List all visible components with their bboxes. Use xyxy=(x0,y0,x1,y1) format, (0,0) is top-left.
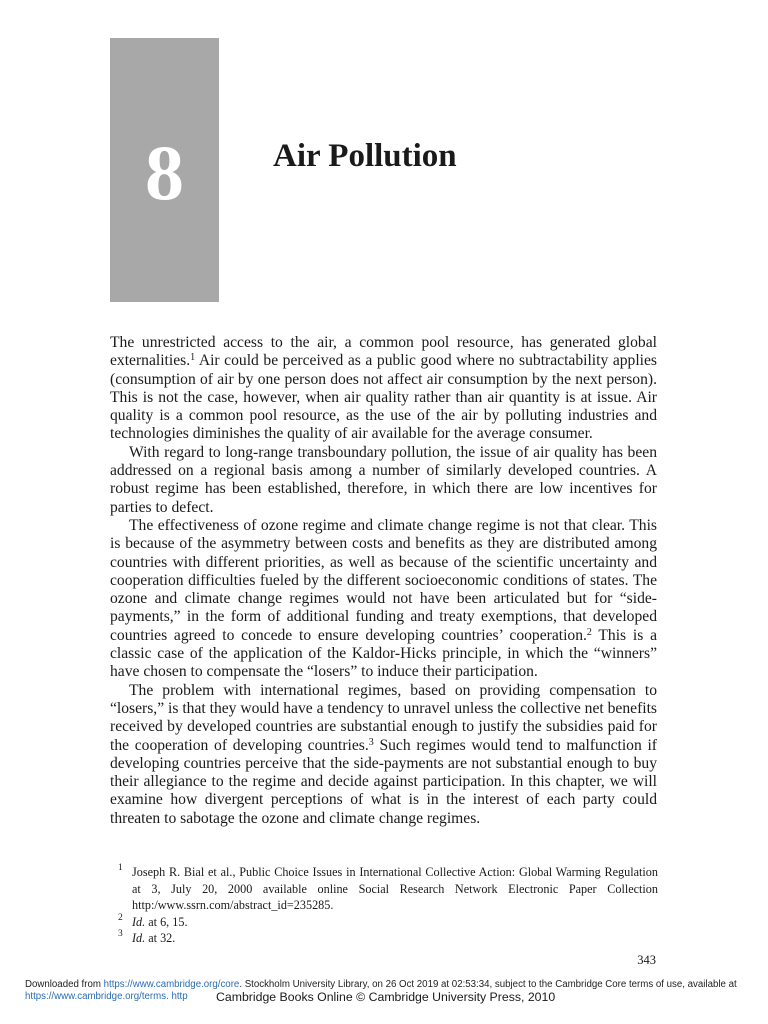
paragraph-text: The unrestricted access to the air, a common pool resource, has generated global externalities. xyxy=(110,334,657,370)
paragraph-1 xyxy=(110,334,657,444)
paragraph-3 xyxy=(110,517,657,682)
cambridge-core-link[interactable]: https://www.cambridge.org/core xyxy=(103,979,240,990)
footnote-number: 1 xyxy=(118,863,123,873)
paragraph-4 xyxy=(110,682,657,828)
footnote-ref[interactable]: 2 xyxy=(586,626,592,638)
paragraph-2: With regard to long-range transboundary pollution, the issue of air quality has been addressed on a regional basis among a number of similarly developed countries. A robust regime has been established, therefore, in which there are low incentives for parties to defect. xyxy=(110,443,657,516)
paragraph-text: The problem with international regimes, based on providing compensation to “losers,” is that they would have a tendency to unravel unless the collective net benefits received by developed countries are substantial enough to justify the subsidies paid for the cooperation of developing countries. xyxy=(110,681,657,754)
footnote xyxy=(118,864,658,914)
footnote-text: at 32. xyxy=(145,931,176,946)
footnote-ref[interactable]: 3 xyxy=(368,736,374,748)
footnotes xyxy=(118,864,658,947)
chapter-number-block xyxy=(110,38,219,302)
footnote-italic: Id. xyxy=(132,931,146,946)
footnote-number: 2 xyxy=(118,912,123,923)
copyright-notice: Cambridge Books Online © Cambridge University Press, 2010 xyxy=(216,990,556,1004)
footnote xyxy=(118,930,658,947)
paragraph-text: Air could be perceived as a public good where no subtractability applies (consumption of air by one person does not affect air consumption by the next person). This is not the case, however, when air quality rather than air quantity is at issue. Air quality is a common pool resource, as the use of the air by polluting industries and technologies diminishes the quality of air available for the average consumer. xyxy=(110,352,657,443)
page-number: 343 xyxy=(637,953,656,967)
download-note-text: . Stockholm University Library, on 26 Oct 2019 at 02:53:34, subject to the Cambridge Core terms of use, available at xyxy=(239,979,737,990)
footnote-italic: Id. xyxy=(132,914,146,929)
chapter-title: Air Pollution xyxy=(273,138,457,174)
footnote xyxy=(118,914,658,931)
footnote-number: 3 xyxy=(118,929,123,940)
download-note-text: Downloaded from xyxy=(25,979,104,990)
footnote-text: Joseph R. Bial et al., Public Choice Issues in International Collective Action: Global Warming Regulation at 3, July 20, 2000 available online Social Research Network Electronic Paper Collection http:/www.ssrn.com/abstract_id=235285. xyxy=(132,865,658,913)
paragraph-text: Such regimes would tend to malfunction if developing countries perceive that the side-payments are not substantial enough to buy their allegiance to the regime and decide against participation. In this chapter, we will examine how divergent perceptions of what is in the interest of each party could threaten to sabotage the ozone and climate change regimes. xyxy=(110,736,657,827)
download-note-text: . http xyxy=(166,991,188,1002)
footnote-text: at 6, 15. xyxy=(145,914,188,929)
chapter-body xyxy=(110,334,657,828)
footnote-ref[interactable]: 1 xyxy=(190,352,196,364)
paragraph-text: The effectiveness of ozone regime and climate change regime is not that clear. This is because of the asymmetry between costs and benefits as they are distributed among countries with different priorities, as well as because of the scientific uncertainty and cooperation difficulties fueled by the different socioeconomic conditions of states. The ozone and climate change regimes would not have been articulated but for “side-payments,” in the form of additional funding and treaty exemptions, that developed countries agreed to concede to ensure developing countries’ cooperation. xyxy=(110,516,657,644)
chapter-number: 8 xyxy=(145,129,184,216)
paragraph-text: This is a classic case of the application of the Kaldor-Hicks principle, in which the “winners” have chosen to compensate the “losers” to induce their participation. xyxy=(110,626,657,681)
cambridge-terms-link[interactable]: https://www.cambridge.org/terms xyxy=(25,991,167,1002)
